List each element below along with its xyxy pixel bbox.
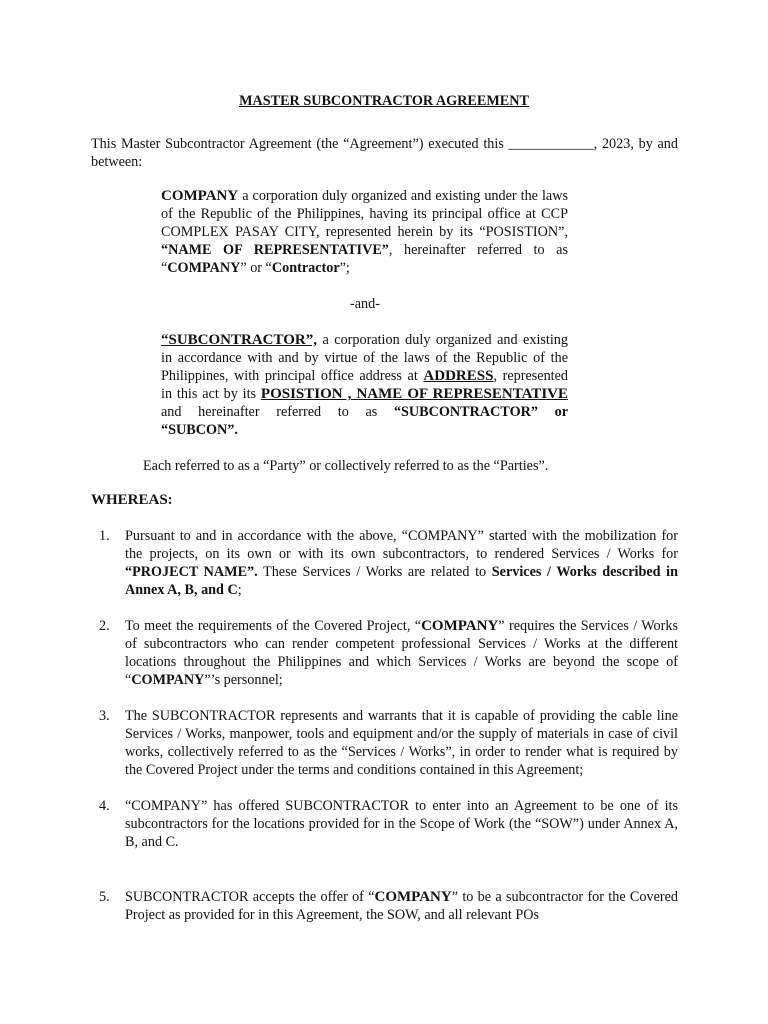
party-company-paragraph bbox=[161, 187, 568, 277]
party-company-representative: “NAME OF REPRESENTATIVE” bbox=[161, 242, 389, 258]
item-5-text-2: ” to be a subcontractor for the Covered Project as provided for in this Agreement, the SOW, and all relevant POs bbox=[125, 889, 678, 923]
party-subcontractor-text-2: , represented in this act by its bbox=[161, 368, 568, 402]
whereas-item-5 bbox=[91, 888, 678, 924]
item-number: 5. bbox=[99, 889, 110, 905]
item-2-text-1: To meet the requirements of the Covered Project, “ bbox=[125, 618, 422, 634]
item-text bbox=[125, 617, 678, 689]
party-company-text-3: ” or “ bbox=[240, 260, 272, 276]
intro-paragraph bbox=[91, 135, 678, 171]
item-5-text-1: SUBCONTRACTOR accepts the offer of “ bbox=[125, 889, 375, 905]
item-number: 3. bbox=[99, 708, 110, 724]
intro-text: This Master Subcontractor Agreement (the “Agreement”) executed this ____________, 2023, by and between: bbox=[91, 136, 678, 170]
whereas-item-2 bbox=[91, 617, 678, 689]
party-company-text-2: , hereinafter referred to as “ bbox=[161, 242, 569, 276]
party-company-contractor: Contractor bbox=[271, 260, 340, 276]
item-number: 4. bbox=[99, 798, 110, 814]
party-subcontractor-name: “SUBCONTRACTOR”, bbox=[161, 332, 317, 348]
item-1-text-3: ; bbox=[237, 582, 242, 598]
party-subcontractor-text-1: a corporation duly organized and existing in accordance with and by virtue of the laws of the Republic of the Philippines, with principal office address at bbox=[161, 332, 568, 384]
item-2-text-3: ”’s personnel; bbox=[204, 672, 283, 688]
item-text: The SUBCONTRACTOR represents and warrants that it is capable of providing the cable line Services / Works, manpower, tools and equipment and/or the supply of materials in case of civil works, collectively referred to as the “Services / Works”, in order to render what is required by the Covered Project under the terms and conditions contained in this Agreement; bbox=[125, 708, 678, 778]
item-1-project-name: “PROJECT NAME”. bbox=[125, 564, 258, 580]
whereas-heading: WHEREAS: bbox=[91, 492, 173, 508]
party-subcontractor-alias: “SUBCONTRACTOR” or “SUBCON”. bbox=[161, 404, 568, 438]
whereas-item-4 bbox=[91, 797, 678, 851]
item-text bbox=[125, 527, 678, 599]
party-company-name: COMPANY bbox=[161, 188, 239, 204]
item-5-company: COMPANY bbox=[374, 889, 452, 905]
party-company-text-4: ”; bbox=[339, 260, 350, 276]
item-text bbox=[125, 888, 678, 924]
and-separator: -and- bbox=[350, 296, 380, 312]
party-subcontractor-text-3: and hereinafter referred to as bbox=[161, 404, 394, 420]
party-subcontractor-address: ADDRESS bbox=[423, 368, 494, 384]
item-text: “COMPANY” has offered SUBCONTRACTOR to enter into an Agreement to be one of its subcontractors for the locations provided for in the Scope of Work (the “SOW”) under Annex A, B, and C. bbox=[125, 798, 678, 850]
item-2-company-2: COMPANY bbox=[131, 672, 205, 688]
item-1-text-1: Pursuant to and in accordance with the above, “COMPANY” started with the mobilization for the projects, on its own or with its own subcontractors, to rendered Services / Works for bbox=[125, 528, 678, 562]
item-2-company-1: COMPANY bbox=[421, 618, 499, 634]
item-2-text-2: ” requires the Services / Works of subcontractors who can render competent professional Services / Works at the different locations throughout the Philippines and which Services / Works are beyond the scope of “ bbox=[125, 618, 678, 688]
party-company-alias: COMPANY bbox=[167, 260, 241, 276]
party-subcontractor-paragraph bbox=[161, 331, 568, 439]
party-subcontractor-position: POSISTION , NAME OF REPRESENTATIVE bbox=[260, 386, 568, 402]
item-1-text-2: These Services / Works are related to bbox=[257, 564, 492, 580]
whereas-item-1 bbox=[91, 527, 678, 599]
document-title: MASTER SUBCONTRACTOR AGREEMENT bbox=[239, 93, 529, 109]
item-number: 2. bbox=[99, 618, 110, 634]
item-number: 1. bbox=[99, 528, 110, 544]
item-1-services-annex: Services / Works described in Annex A, B, and C bbox=[125, 564, 678, 598]
party-company-text-1: a corporation duly organized and existing under the laws of the Republic of the Philippines, having its principal office at CCP COMPLEX PASAY CITY, represented herein by its “POSISTION”, bbox=[161, 188, 568, 240]
parties-definition: Each referred to as a “Party” or collectively referred to as the “Parties”. bbox=[143, 458, 549, 474]
whereas-item-3 bbox=[91, 707, 678, 779]
